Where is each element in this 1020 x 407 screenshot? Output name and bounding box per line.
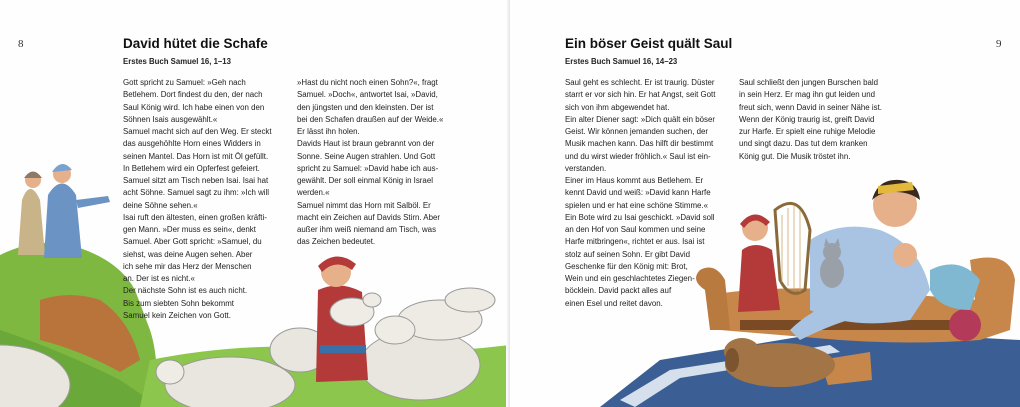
paragraph-right-2: Saul schließt den jungen Burschen bald in sein Herz. Er mag ihn gut leiden und freut sich, wenn David in seiner Nähe ist. Wenn der König traurig ist, greift David zur Harfe. Er spielt eine ruhige Melodie und singt dazu. Das tut dem kranken König gut. Die Musik tröstet ihn. [739, 78, 882, 161]
harp [775, 203, 810, 293]
paragraph-left-1: Gott spricht zu Samuel: »Geh nach Betlehem. Dort findest du den, der nach Saul König wird. Ich habe einen von den Söhnen Isais ausgewählt.« Samuel macht sich auf den Weg. Er steckt das ausgehöhlte Horn eines Widders in seinen Mantel. Das Horn ist mit Öl gefüllt. In Betlehem wird ein Opferfest gefeiert. Samuel sitzt am Tisch neben Isai. Isai hat acht Söhne. Samuel sagt zu ihm: »Ich will deine Söhne sehen.« Isai ruft den ältesten, einen großen kräfti- gen Mann. »Der muss es sein«, denkt Samuel. Aber Gott spricht: »Samuel, du siehst, was deine Augen sehen. Aber ich sehe mir das Herz der Menschen an. Der ist es nicht.« Der nächste Sohn ist es auch nicht. Bis zum siebten Sohn bekommt Samuel kein Zeichen von Gott. [123, 78, 272, 320]
page-title-left: David hütet die Schafe [123, 36, 268, 51]
text-column-right-2 [739, 77, 909, 163]
samuel-and-isai [18, 164, 110, 258]
page-title-right: Ein böser Geist quält Saul [565, 36, 733, 51]
page-number-left: 8 [18, 38, 24, 50]
text-column-right-1 [565, 77, 735, 310]
page-number-right: 9 [996, 38, 1002, 50]
bible-reference-left: Erstes Buch Samuel 16, 1–13 [123, 57, 231, 66]
text-column-left-1 [123, 77, 288, 322]
text-column-left-2 [297, 77, 467, 249]
bible-reference-right: Erstes Buch Samuel 16, 14–23 [565, 57, 678, 66]
paragraph-right-1: Saul geht es schlecht. Er ist traurig. Düster starrt er vor sich hin. Er hat Angst, seit Gott sich von ihm abgewendet hat. Ein alter Diener sagt: »Dich quält ein böser Geist. Wir können jemanden suchen, der Musik machen kann. Das hilft dir bestimmt und du wirst wieder fröhlich.« Saul ist ein- verstanden. Einer im Haus kommt aus Betlehem. Er kennt David und weiß: »David kann Harfe spielen und er hat eine schöne Stimme.« Ein Bote wird zu Isai geschickt. »David soll an den Hof von Saul kommen und seine Harfe mitbringen«, richtet er aus. Isai ist stolz auf seinen Sohn. Er gibt David Geschenke für den König mit: Brot, Wein und ein geschlachtetes Ziegen- böcklein. David packt alles auf einen Esel und reitet davon. [565, 78, 716, 308]
paragraph-left-2: »Hast du nicht noch einen Sohn?«, fragt Samuel. »Doch«, antwortet Isai, »David, den jüngsten und den kleinsten. Der ist bei den Schafen draußen auf der Weide.« Er lässt ihn holen. Davids Haut ist braun gebrannt von der Sonne. Seine Augen strahlen. Und Gott spricht zu Samuel: »David habe ich aus- gewählt. Der soll einmal König in Israel werden.« Samuel nimmt das Horn mit Salböl. Er macht ein Zeichen auf Davids Stirn. Aber außer ihm weiß niemand am Tisch, was das Zeichen bedeutet. [297, 78, 444, 247]
right-page [510, 0, 1020, 407]
